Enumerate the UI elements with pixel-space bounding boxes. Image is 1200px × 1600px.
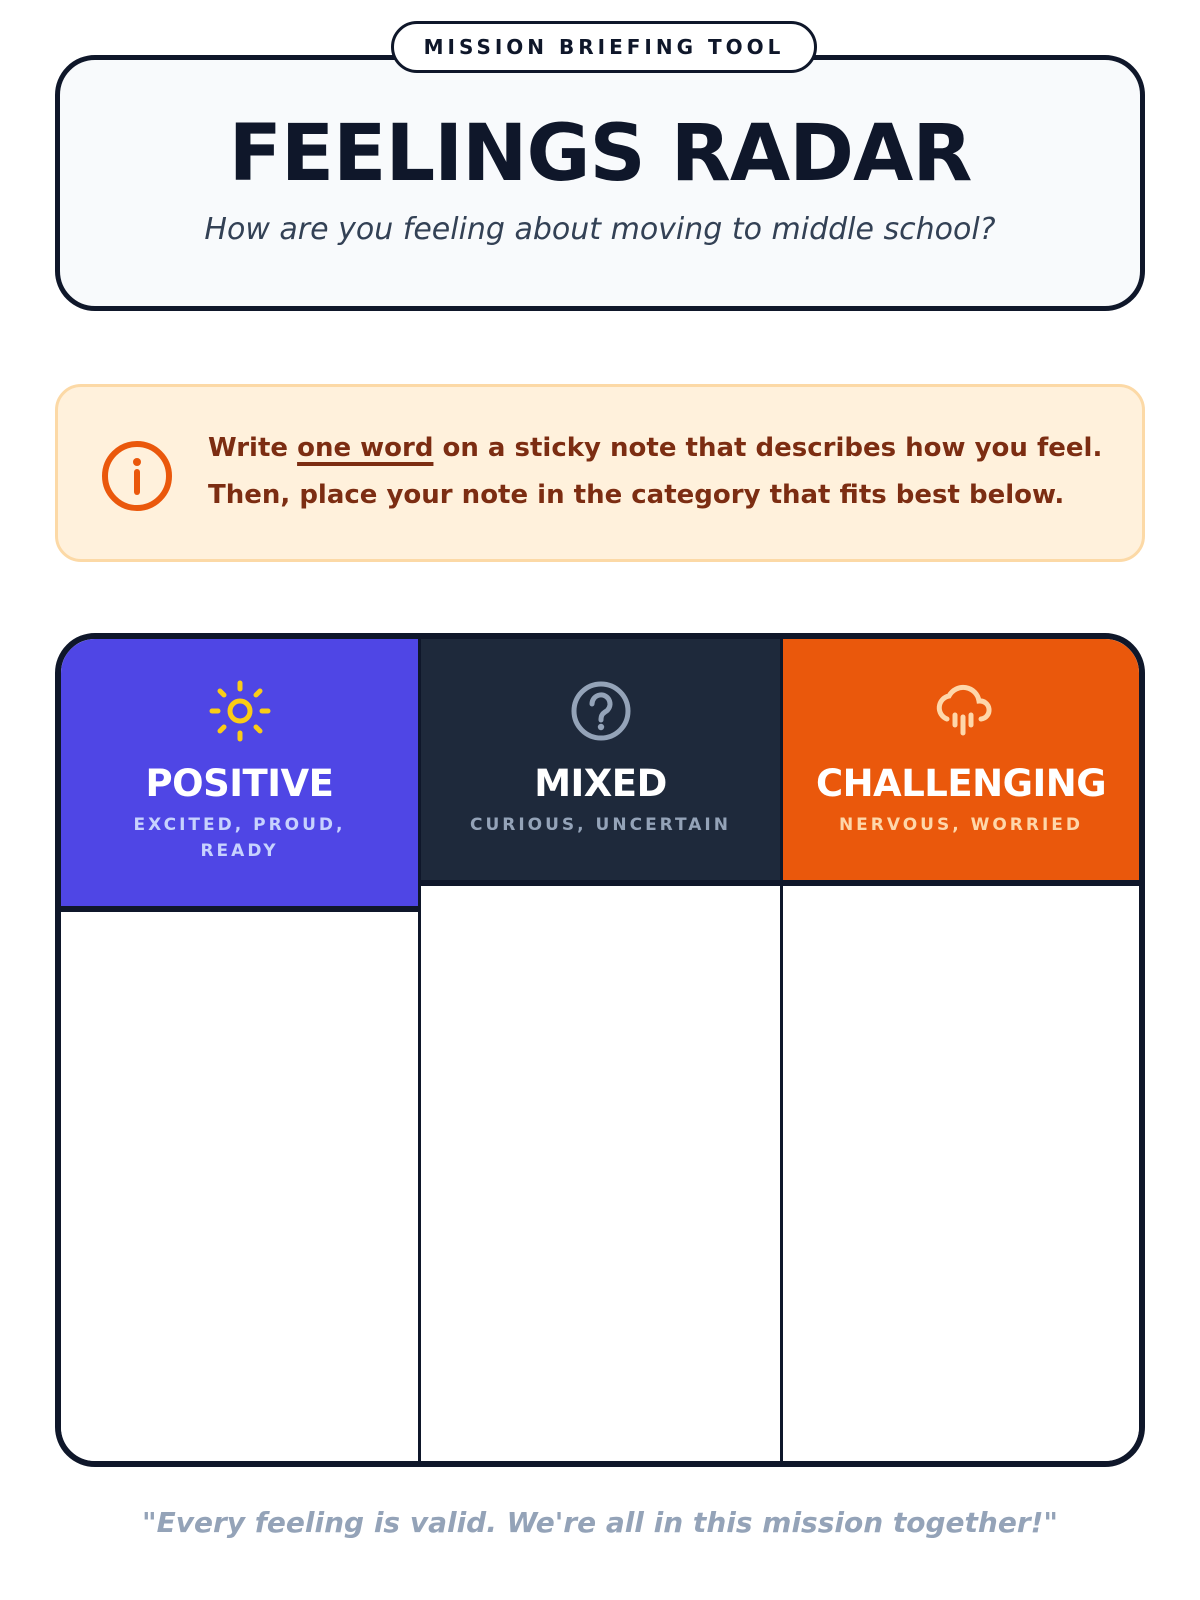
footer-quote: "Every feeling is valid. We're all in this mission together!" <box>141 1506 1059 1539</box>
instruction-line-2: Then, place your note in the category that fits best below. <box>208 480 1065 510</box>
column-title-mixed: MIXED <box>534 762 667 805</box>
column-header-positive <box>61 639 418 912</box>
column-challenging <box>783 639 1139 1461</box>
column-subtitle-mixed: CURIOUS, UNCERTAIN <box>469 815 731 835</box>
column-mixed <box>421 639 780 1461</box>
sun-icon <box>208 679 272 743</box>
question-icon <box>569 679 633 743</box>
column-subtitle-positive: EXCITED, PROUD, READY <box>133 815 346 861</box>
column-header-challenging <box>783 639 1139 886</box>
feelings-board <box>55 633 1145 1467</box>
header-card <box>55 55 1145 311</box>
instruction-line-1-start: Write <box>208 433 298 463</box>
emphasis-one-word: one word <box>297 433 434 463</box>
column-title-challenging: CHALLENGING <box>815 762 1107 805</box>
instruction-box <box>55 384 1145 562</box>
page-title: FEELINGS RADAR <box>228 109 972 199</box>
column-subtitle-challenging: NERVOUS, WORRIED <box>838 815 1084 835</box>
mission-tag: MISSION BRIEFING TOOL <box>391 21 817 73</box>
instruction-text <box>208 425 1122 519</box>
page-subtitle: How are you feeling about moving to middle school? <box>204 212 996 247</box>
column-title-positive: POSITIVE <box>145 762 334 805</box>
instruction-line-1 <box>208 425 1122 472</box>
info-icon <box>100 439 174 513</box>
drop-zone-mixed[interactable] <box>421 886 780 1461</box>
rain-cloud-icon <box>929 679 993 743</box>
drop-zone-challenging[interactable] <box>783 886 1139 1461</box>
drop-zone-positive[interactable] <box>61 912 418 1461</box>
column-positive <box>61 639 418 1461</box>
instruction-line-1-end: on a sticky note that describes how you feel. <box>433 433 1103 463</box>
column-header-mixed <box>421 639 780 886</box>
